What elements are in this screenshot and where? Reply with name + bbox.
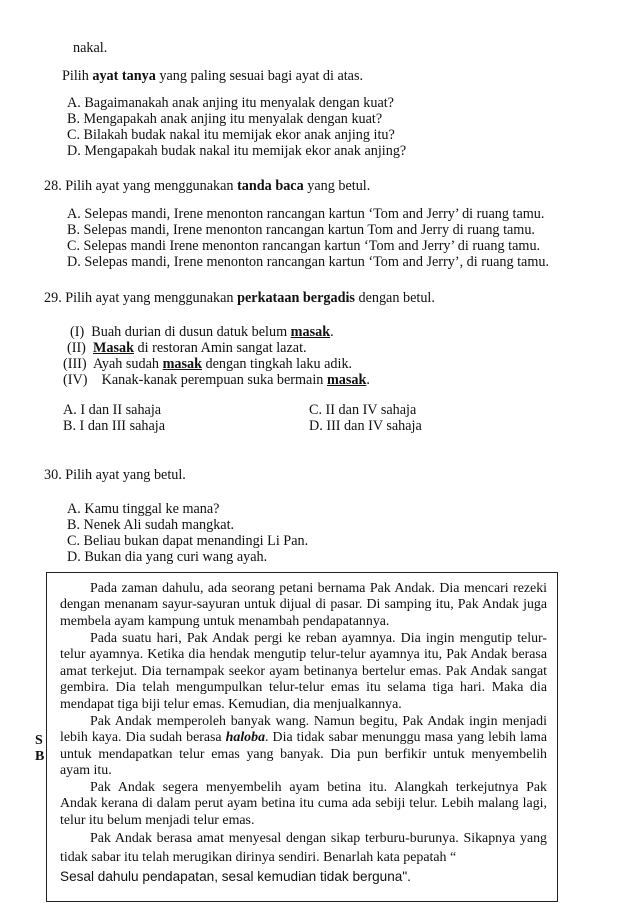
clipped-letter: S — [35, 733, 43, 748]
q29-item-1: (I) Buah durian di dusun datuk belum masak. — [70, 324, 334, 340]
q29-option-b[interactable]: B. I dan III sahaja — [63, 418, 166, 434]
passage-paragraph-2: Pada suatu hari, Pak Andak pergi ke reban ayamnya. Dia ingin mengutip telur-telur ayamnya. Ketika dia hendak mengutip telur-telur ayamnya itu, Pak Andak berasa amat terkejut. Dia ternampak seekor ayam betinanya bertelur emas. Pak Andak sangat gembira. Dia telah mengumpulkan telur-telur emas itu selama tiga hari. Maka dia mendapat tiga biji telur emas. Kemudian, dia menjualkannya. — [60, 631, 547, 712]
passage-paragraph-5: Pak Andak berasa amat menyesal dengan sikap terburu-burunya. Sikapnya yang tidak sabar itu telah merugikan dirinya sendiri. Benarlah kata pepatah “ — [60, 831, 547, 865]
q30-option-c[interactable]: C. Beliau bukan dapat menandingi Li Pan. — [67, 533, 309, 549]
q29-item-3: (III) Ayah sudah masak dengan tingkah laku adik. — [63, 356, 353, 372]
passage-paragraph-4: Pak Andak segera menyembelih ayam betina itu. Alangkah terkejutnya Pak Andak kerana di dalam perut ayam betina itu cuma ada sebiji telur. Lebih malang lagi, telur itu belum menjadi telur emas. — [60, 780, 547, 828]
q28-option-d[interactable]: D. Selepas mandi, Irene menonton rancangan kartun ‘Tom and Jerry’, di ruang tamu. — [67, 254, 550, 270]
passage-box — [46, 572, 558, 902]
q30-option-d[interactable]: D. Bukan dia yang curi wang ayah. — [67, 549, 268, 565]
q29-item-2: (II) Masak di restoran Amin sangat lazat. — [67, 340, 307, 356]
passage-paragraph-3: Pak Andak memperoleh banyak wang. Namun begitu, Pak Andak ingin menjadi lebih kaya. Dia sudah berasa haloba. Dia tidak sabar menunggu masa yang lebih lama untuk mendapatkan telur emas yang banyak. Dia pun berfikir untuk menyembelih ayam itu. — [60, 714, 547, 779]
clipped-letter: B — [35, 749, 45, 764]
passage-paragraph-1: Pada zaman dahulu, ada seorang petani bernama Pak Andak. Dia mencari rezeki dengan menanam sayur-sayuran untuk dijual di pasar. Di samping itu, Pak Andak juga membela ayam kampung untuk menambah pendapatannya. — [60, 581, 547, 629]
option-a[interactable]: A. Bagaimanakah anak anjing itu menyalak dengan kuat? — [67, 95, 394, 111]
question-29: 29. Pilih ayat yang menggunakan perkataan bergadis dengan betul. — [44, 290, 435, 306]
q29-option-c[interactable]: C. II dan IV sahaja — [309, 402, 417, 418]
q28-option-a[interactable]: A. Selepas mandi, Irene menonton rancangan kartun ‘Tom and Jerry’ di ruang tamu. — [67, 206, 545, 222]
q29-option-a[interactable]: A. I dan II sahaja — [63, 402, 162, 418]
question-instruction: Pilih ayat tanya yang paling sesuai bagi ayat di atas. — [62, 68, 364, 84]
q29-option-d[interactable]: D. III dan IV sahaja — [309, 418, 422, 434]
option-c[interactable]: C. Bilakah budak nakal itu memijak ekor anak anjing itu? — [67, 127, 395, 143]
q28-option-b[interactable]: B. Selepas mandi, Irene menonton rancangan kartun Tom and Jerry di ruang tamu. — [67, 222, 535, 238]
question-28: 28. Pilih ayat yang menggunakan tanda baca yang betul. — [44, 178, 371, 194]
option-d[interactable]: D. Mengapakah budak nakal itu memijak ekor anak anjing? — [67, 143, 407, 159]
q30-option-b[interactable]: B. Nenek Ali sudah mangkat. — [67, 517, 235, 533]
passage-proverb: Sesal dahulu pendapatan, sesal kemudian tidak berguna". — [60, 869, 411, 884]
q29-item-4: (IV) Kanak-kanak perempuan suka bermain masak. — [63, 372, 370, 388]
q28-option-c[interactable]: C. Selepas mandi Irene menonton rancangan kartun ‘Tom and Jerry’ di ruang tamu. — [67, 238, 541, 254]
option-b[interactable]: B. Mengapakah anak anjing itu menyalak dengan kuat? — [67, 111, 383, 127]
q30-option-a[interactable]: A. Kamu tinggal ke mana? — [67, 501, 220, 517]
question-30: 30. Pilih ayat yang betul. — [44, 467, 186, 483]
question-fragment: nakal. — [73, 40, 108, 56]
